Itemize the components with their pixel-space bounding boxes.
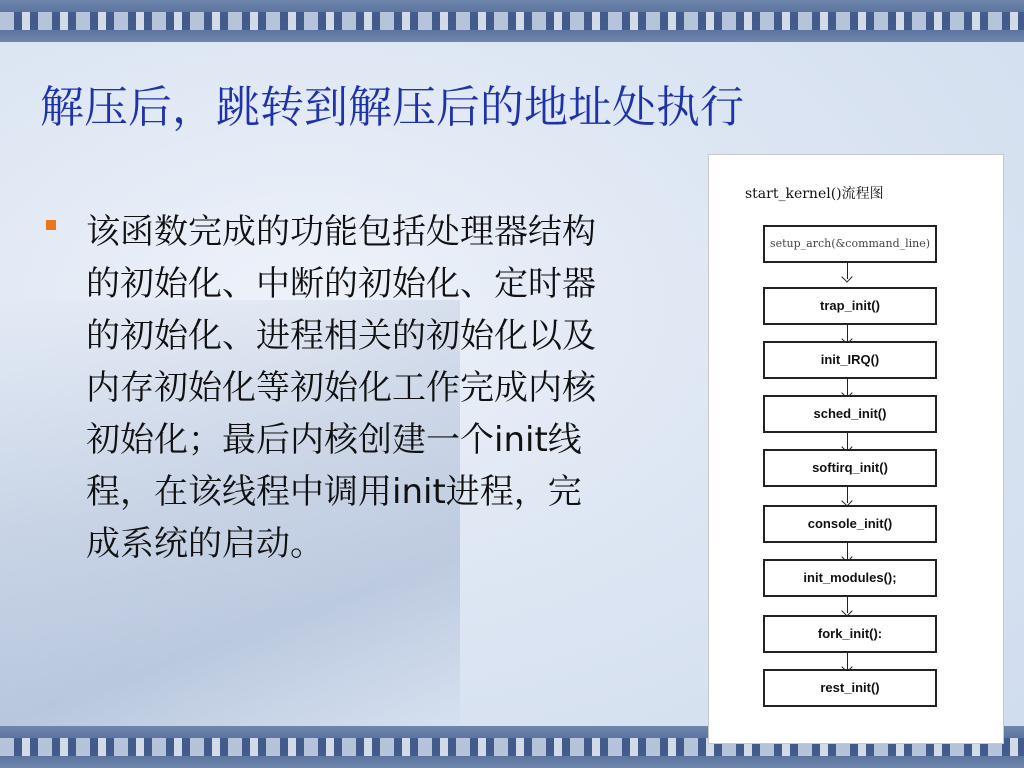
down-arrow-icon [847, 379, 848, 395]
down-arrow-icon [847, 263, 848, 279]
down-arrow-icon [847, 597, 848, 613]
flow-step-init-modules: init_modules(); [763, 559, 937, 597]
down-arrow-icon [847, 433, 848, 449]
flow-step-init-irq: init_IRQ() [763, 341, 937, 379]
flow-step-setup-arch: setup_arch(&command_line) [763, 225, 937, 263]
flow-step-rest-init: rest_init() [763, 669, 937, 707]
down-arrow-icon [847, 653, 848, 669]
down-arrow-icon [847, 543, 848, 559]
down-arrow-icon [847, 325, 848, 341]
top-decorative-band [0, 0, 1024, 42]
flow-step-fork-init: fork_init(): [763, 615, 937, 653]
flowchart-title: start_kernel()流程图 [745, 186, 884, 202]
flow-step-trap-init: trap_init() [763, 287, 937, 325]
square-bullet-icon [46, 220, 56, 230]
flowchart-image [708, 154, 1004, 744]
flow-step-sched-init: sched_init() [763, 395, 937, 433]
down-arrow-icon [847, 487, 848, 503]
slide-title: 解压后，跳转到解压后的地址处执行 [40, 82, 744, 133]
bullet-text: 该函数完成的功能包括处理器结构的初始化、中断的初始化、定时器的初始化、进程相关的初始化以及内存初始化等初始化工作完成内核初始化；最后内核创建一个init线程，在该线程中调用init进程，完成系统的启动。 [86, 212, 596, 564]
flow-step-softirq-init: softirq_init() [763, 449, 937, 487]
flow-step-console-init: console_init() [763, 505, 937, 543]
